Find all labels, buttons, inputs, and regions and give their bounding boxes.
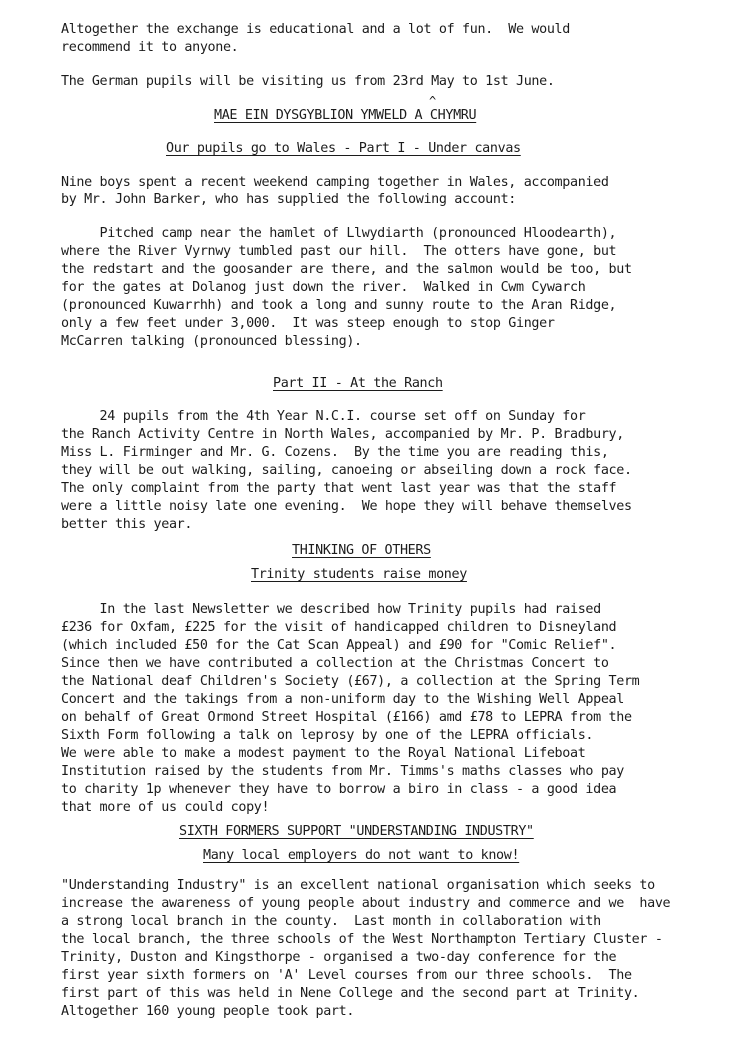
paragraph-line: Pitched camp near the hamlet of Llwydiarth (pronounced Hloodearth),: [61, 226, 617, 241]
paragraph-line: McCarren talking (pronounced blessing).: [61, 334, 362, 349]
paragraph-line: (pronounced Kuwarrhh) and took a long and sunny route to the Aran Ridge,: [61, 298, 617, 313]
paragraph-line: Institution raised by the students from Mr. Timms's maths classes who pay: [61, 764, 624, 779]
paragraph-line: Nine boys spent a recent weekend camping together in Wales, accompanied: [61, 175, 609, 190]
paragraph-line: a strong local branch in the county. Last month in collaboration with: [61, 914, 601, 929]
paragraph-line: by Mr. John Barker, who has supplied the following account:: [61, 192, 516, 207]
paragraph-line: Since then we have contributed a collection at the Christmas Concert to: [61, 656, 609, 671]
paragraph-line: Trinity, Duston and Kingsthorpe - organised a two-day conference for the: [61, 950, 617, 965]
paragraph-line: better this year.: [61, 517, 193, 532]
section-heading: THINKING OF OTHERS: [292, 543, 431, 558]
paragraph-line: they will be out walking, sailing, canoeing or abseiling down a rock face.: [61, 463, 632, 478]
paragraph-line: first year sixth formers on 'A' Level courses from our three schools. The: [61, 968, 632, 983]
section-heading: MAE EIN DYSGYBLION YMWELD A CHYMRU: [214, 108, 477, 123]
paragraph-line: were a little noisy late one evening. We hope they will behave themselves: [61, 499, 632, 514]
paragraph-line: increase the awareness of young people about industry and commerce and we have: [61, 896, 671, 911]
paragraph-line: on behalf of Great Ormond Street Hospital (£166) amd £78 to LEPRA from the: [61, 710, 632, 725]
section-subheading: Trinity students raise money: [251, 567, 467, 582]
paragraph-line: the redstart and the goosander are there, and the salmon would be too, but: [61, 262, 632, 277]
paragraph-line: Miss L. Firminger and Mr. G. Cozens. By the time you are reading this,: [61, 445, 609, 460]
paragraph-line: the National deaf Children's Society (£67), a collection at the Spring Term: [61, 674, 640, 689]
intro-line: recommend it to anyone.: [61, 40, 239, 55]
paragraph-line: Concert and the takings from a non-uniform day to the Wishing Well Appeal: [61, 692, 624, 707]
section-subheading: Many local employers do not want to know!: [203, 848, 520, 863]
paragraph-line: Altogether 160 young people took part.: [61, 1004, 355, 1019]
paragraph-line: (which included £50 for the Cat Scan Appeal) and £90 for "Comic Relief".: [61, 638, 617, 653]
section-subheading: Part II - At the Ranch: [273, 376, 443, 391]
paragraph-line: £236 for Oxfam, £225 for the visit of handicapped children to Disneyland: [61, 620, 617, 635]
paragraph-line: first part of this was held in Nene College and the second part at Trinity.: [61, 986, 640, 1001]
circumflex-mark: ^: [429, 94, 437, 108]
paragraph-line: the local branch, the three schools of the West Northampton Tertiary Cluster -: [61, 932, 663, 947]
paragraph-line: 24 pupils from the 4th Year N.C.I. course set off on Sunday for: [61, 409, 586, 424]
paragraph-line: Sixth Form following a talk on leprosy by one of the LEPRA officials.: [61, 728, 594, 743]
paragraph-line: only a few feet under 3,000. It was steep enough to stop Ginger: [61, 316, 555, 331]
intro-line: Altogether the exchange is educational and a lot of fun. We would: [61, 22, 570, 37]
paragraph-line: for the gates at Dolanog just down the river. Walked in Cwm Cywarch: [61, 280, 586, 295]
intro-line: The German pupils will be visiting us from 23rd May to 1st June.: [61, 74, 555, 89]
section-heading: SIXTH FORMERS SUPPORT "UNDERSTANDING INDUSTRY": [179, 824, 534, 839]
paragraph-line: to charity 1p whenever they have to borrow a biro in class - a good idea: [61, 782, 617, 797]
paragraph-line: The only complaint from the party that went last year was that the staff: [61, 481, 617, 496]
section-subheading: Our pupils go to Wales - Part I - Under canvas: [166, 141, 521, 156]
paragraph-line: the Ranch Activity Centre in North Wales, accompanied by Mr. P. Bradbury,: [61, 427, 624, 442]
paragraph-line: where the River Vyrnwy tumbled past our hill. The otters have gone, but: [61, 244, 617, 259]
paragraph-line: We were able to make a modest payment to the Royal National Lifeboat: [61, 746, 586, 761]
paragraph-line: "Understanding Industry" is an excellent national organisation which seeks to: [61, 878, 655, 893]
paragraph-line: In the last Newsletter we described how Trinity pupils had raised: [61, 602, 601, 617]
paragraph-line: that more of us could copy!: [61, 800, 270, 815]
